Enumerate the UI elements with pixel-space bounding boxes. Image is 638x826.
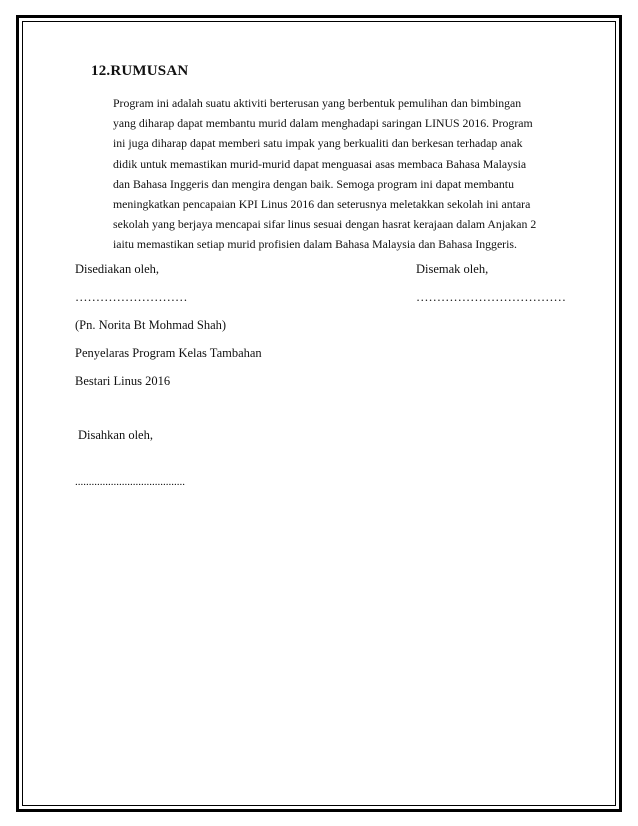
paragraph-line: yang diharap dapat membantu murid dalam menghadapi saringan LINUS 2016. Program <box>113 116 533 131</box>
paragraph-line: Program ini adalah suatu aktiviti berterusan yang berbentuk pemulihan dan bimbingan <box>113 96 522 110</box>
paragraph-line: sekolah yang berjaya mencapai sifar linus sesuai dengan hasrat kerajaan dalam Anjakan 2 <box>113 217 537 232</box>
prepared-by-label: Disediakan oleh, <box>75 262 160 276</box>
paragraph-line: dan Bahasa Inggeris dan mengira dengan baik. Semoga program ini dapat membantu <box>113 176 514 191</box>
section-heading: 12.RUMUSAN <box>91 63 189 79</box>
summary-paragraph <box>113 93 563 255</box>
prepared-program: Bestari Linus 2016 <box>75 374 171 388</box>
prepared-signature-line: ……………………… <box>75 290 188 304</box>
paragraph-line: ini juga diharap dapat memberi satu impak yang berkualiti dan berkesan terhadap anak <box>113 136 523 151</box>
paragraph-line: iaitu memastikan setiap murid profisien dalam Bahasa Malaysia dan Bahasa Inggeris. <box>113 237 517 252</box>
approved-by-label: Disahkan oleh, <box>78 428 153 442</box>
paragraph-line: meningkatkan pencapaian KPI Linus 2016 dan seterusnya meletakkan sekolah ini antara <box>113 197 531 212</box>
prepared-name: (Pn. Norita Bt Mohmad Shah) <box>75 318 227 332</box>
checked-by-label: Disemak oleh, <box>416 262 489 276</box>
approved-signature-line: ........................................ <box>75 476 185 488</box>
paragraph-line: didik untuk memastikan murid-murid dapat menguasai asas membaca Bahasa Malaysia <box>113 156 527 171</box>
prepared-role: Penyelaras Program Kelas Tambahan <box>75 346 262 360</box>
checked-signature-line: ……………………………… <box>416 290 566 304</box>
